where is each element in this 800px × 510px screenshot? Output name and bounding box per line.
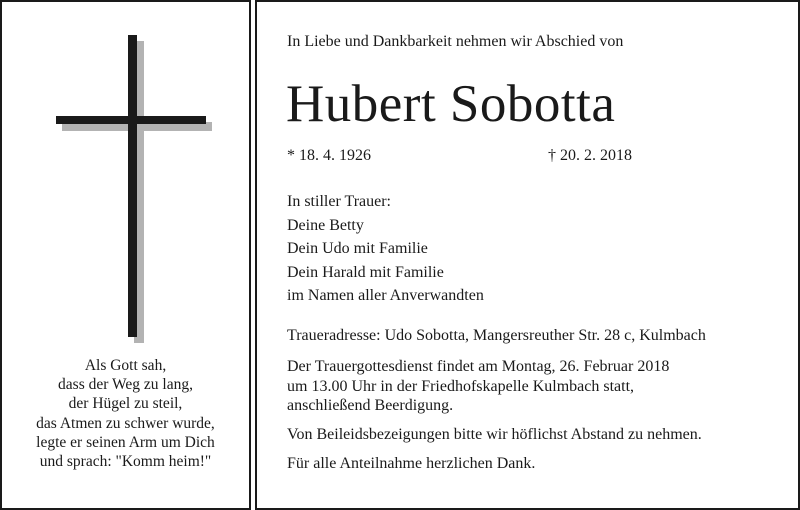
- poem-line: dass der Weg zu lang,: [58, 376, 193, 394]
- mourner-item: Dein Udo mit Familie: [287, 240, 428, 257]
- poem-line: der Hügel zu steil,: [68, 395, 183, 413]
- poem-line: das Atmen zu schwer wurde,: [36, 414, 215, 432]
- intro-text: In Liebe und Dankbarkeit nehmen wir Abschied von: [287, 33, 624, 50]
- mourning-address: Traueradresse: Udo Sobotta, Mangersreuther Str. 28 c, Kulmbach: [287, 327, 706, 344]
- service-line: um 13.00 Uhr in der Friedhofskapelle Kulmbach statt,: [287, 377, 635, 395]
- poem: [0, 356, 251, 471]
- service-line: anschließend Beerdigung.: [287, 397, 454, 414]
- poem-line: Als Gott sah,: [84, 357, 167, 374]
- poem-line: und sprach: "Komm heim!": [39, 453, 212, 471]
- thanks-note: Für alle Anteilnahme herzlichen Dank.: [287, 455, 536, 472]
- service-line: Der Trauergottesdienst findet am Montag, 26. Februar 2018: [287, 358, 670, 375]
- mourner-item: Deine Betty: [287, 216, 364, 234]
- service-info: [287, 357, 669, 416]
- mourners-list: [287, 190, 484, 308]
- condolences-note: Von Beileidsbezeigungen bitte wir höflichst Abstand zu nehmen.: [287, 426, 702, 443]
- mourner-item: Dein Harald mit Familie: [287, 263, 444, 281]
- mourner-item: im Namen aller Anverwandten: [287, 287, 484, 304]
- deceased-name: Hubert Sobotta: [286, 75, 616, 133]
- mourners-heading: In stiller Trauer:: [287, 193, 391, 210]
- death-date: † 20. 2. 2018: [548, 147, 632, 164]
- birth-date: * 18. 4. 1926: [287, 147, 371, 164]
- poem-line: legte er seinen Arm um Dich: [36, 433, 215, 451]
